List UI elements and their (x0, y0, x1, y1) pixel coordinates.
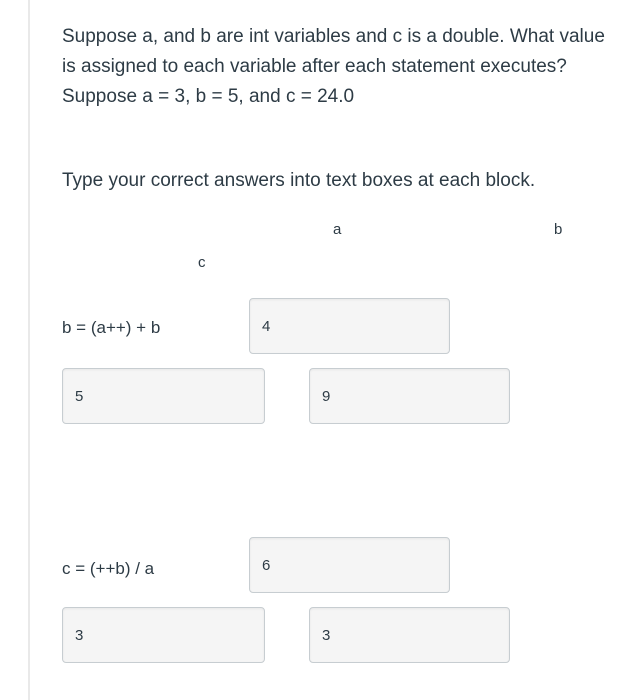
block-2-answer-b[interactable] (62, 607, 265, 663)
block-2-answer-c[interactable] (309, 607, 510, 663)
column-label-a: a (333, 221, 342, 238)
column-label-c: c (198, 254, 206, 271)
block-1-answer-c[interactable] (309, 368, 510, 424)
statement-1: b = (a++) + b (62, 318, 161, 337)
instruction-text: Type your correct answers into text boxes at each block. (62, 170, 536, 191)
block-1-answer-b[interactable] (62, 368, 265, 424)
statement-2: c = (++b) / a (62, 559, 155, 578)
question-line-2: Suppose a = 3, b = 5, and c = 24.0 (62, 86, 355, 107)
block-1-answer-a[interactable] (249, 298, 450, 354)
block-2-answer-a[interactable] (249, 537, 450, 593)
question-text (62, 22, 607, 112)
column-label-b: b (554, 221, 563, 238)
left-divider (28, 0, 30, 700)
question-line-1: Suppose a, and b are int variables and c is a double. What value is assigned to each variable after each statement executes? (62, 26, 605, 77)
